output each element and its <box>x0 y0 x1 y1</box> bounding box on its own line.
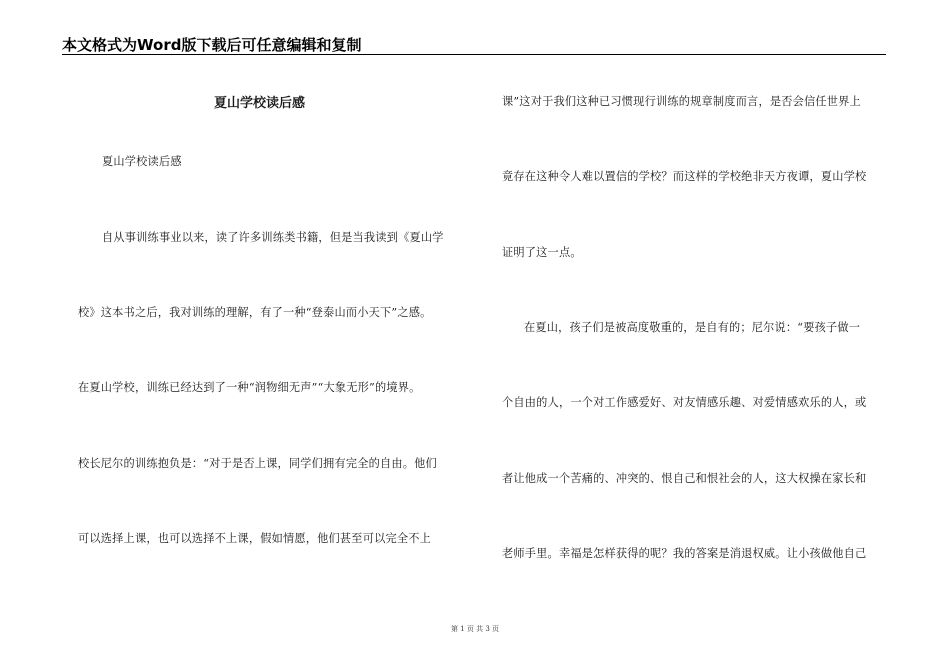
right-line-2: 竟存在这种令人难以置信的学校？而这样的学校绝非天方夜谭，夏山学校 <box>502 170 867 183</box>
left-line-4: 在夏山学校，训练已经达到了一种“润物细无声”“大象无形”的境界。 <box>78 381 421 394</box>
left-line-2: 自从事训练事业以来，读了许多训练类书籍，但是当我读到《夏山学 <box>102 231 444 244</box>
right-line-7: 老师手里。幸福是怎样获得的呢？我的答案是消退权威。让小孩做他自己 <box>502 547 867 560</box>
left-line-1: 夏山学校读后感 <box>102 155 182 168</box>
document-title: 夏山学校读后感 <box>214 96 306 111</box>
right-line-1: 课”这对于我们这种已习惯现行训练的规章制度而言，是否会信任世界上 <box>502 95 861 108</box>
left-line-6: 可以选择上课，也可以选择不上课，假如情愿，他们甚至可以完全不上 <box>78 532 432 545</box>
right-line-5: 个自由的人，一个对工作感爱好、对友情感乐趣、对爱情感欢乐的人，或 <box>502 396 867 409</box>
header-divider <box>62 54 886 55</box>
header-title: 本文格式为Word版下载后可任意编辑和复制 <box>62 36 362 54</box>
page-footer: 第 1 页 共 3 页 <box>450 625 500 633</box>
right-line-3: 证明了这一点。 <box>502 246 582 259</box>
left-line-5: 校长尼尔的训练抱负是：“对于是否上课，同学们拥有完全的自由。他们 <box>78 457 437 470</box>
right-line-4: 在夏山，孩子们是被高度敬重的，是自有的；尼尔说：“要孩子做一 <box>524 321 861 334</box>
right-line-6: 者让他成一个苦痛的、冲突的、恨自己和恨社会的人，这大权操在家长和 <box>502 472 867 485</box>
left-line-3: 校》这本书之后，我对训练的理解，有了一种“登泰山而小天下”之感。 <box>78 306 432 319</box>
